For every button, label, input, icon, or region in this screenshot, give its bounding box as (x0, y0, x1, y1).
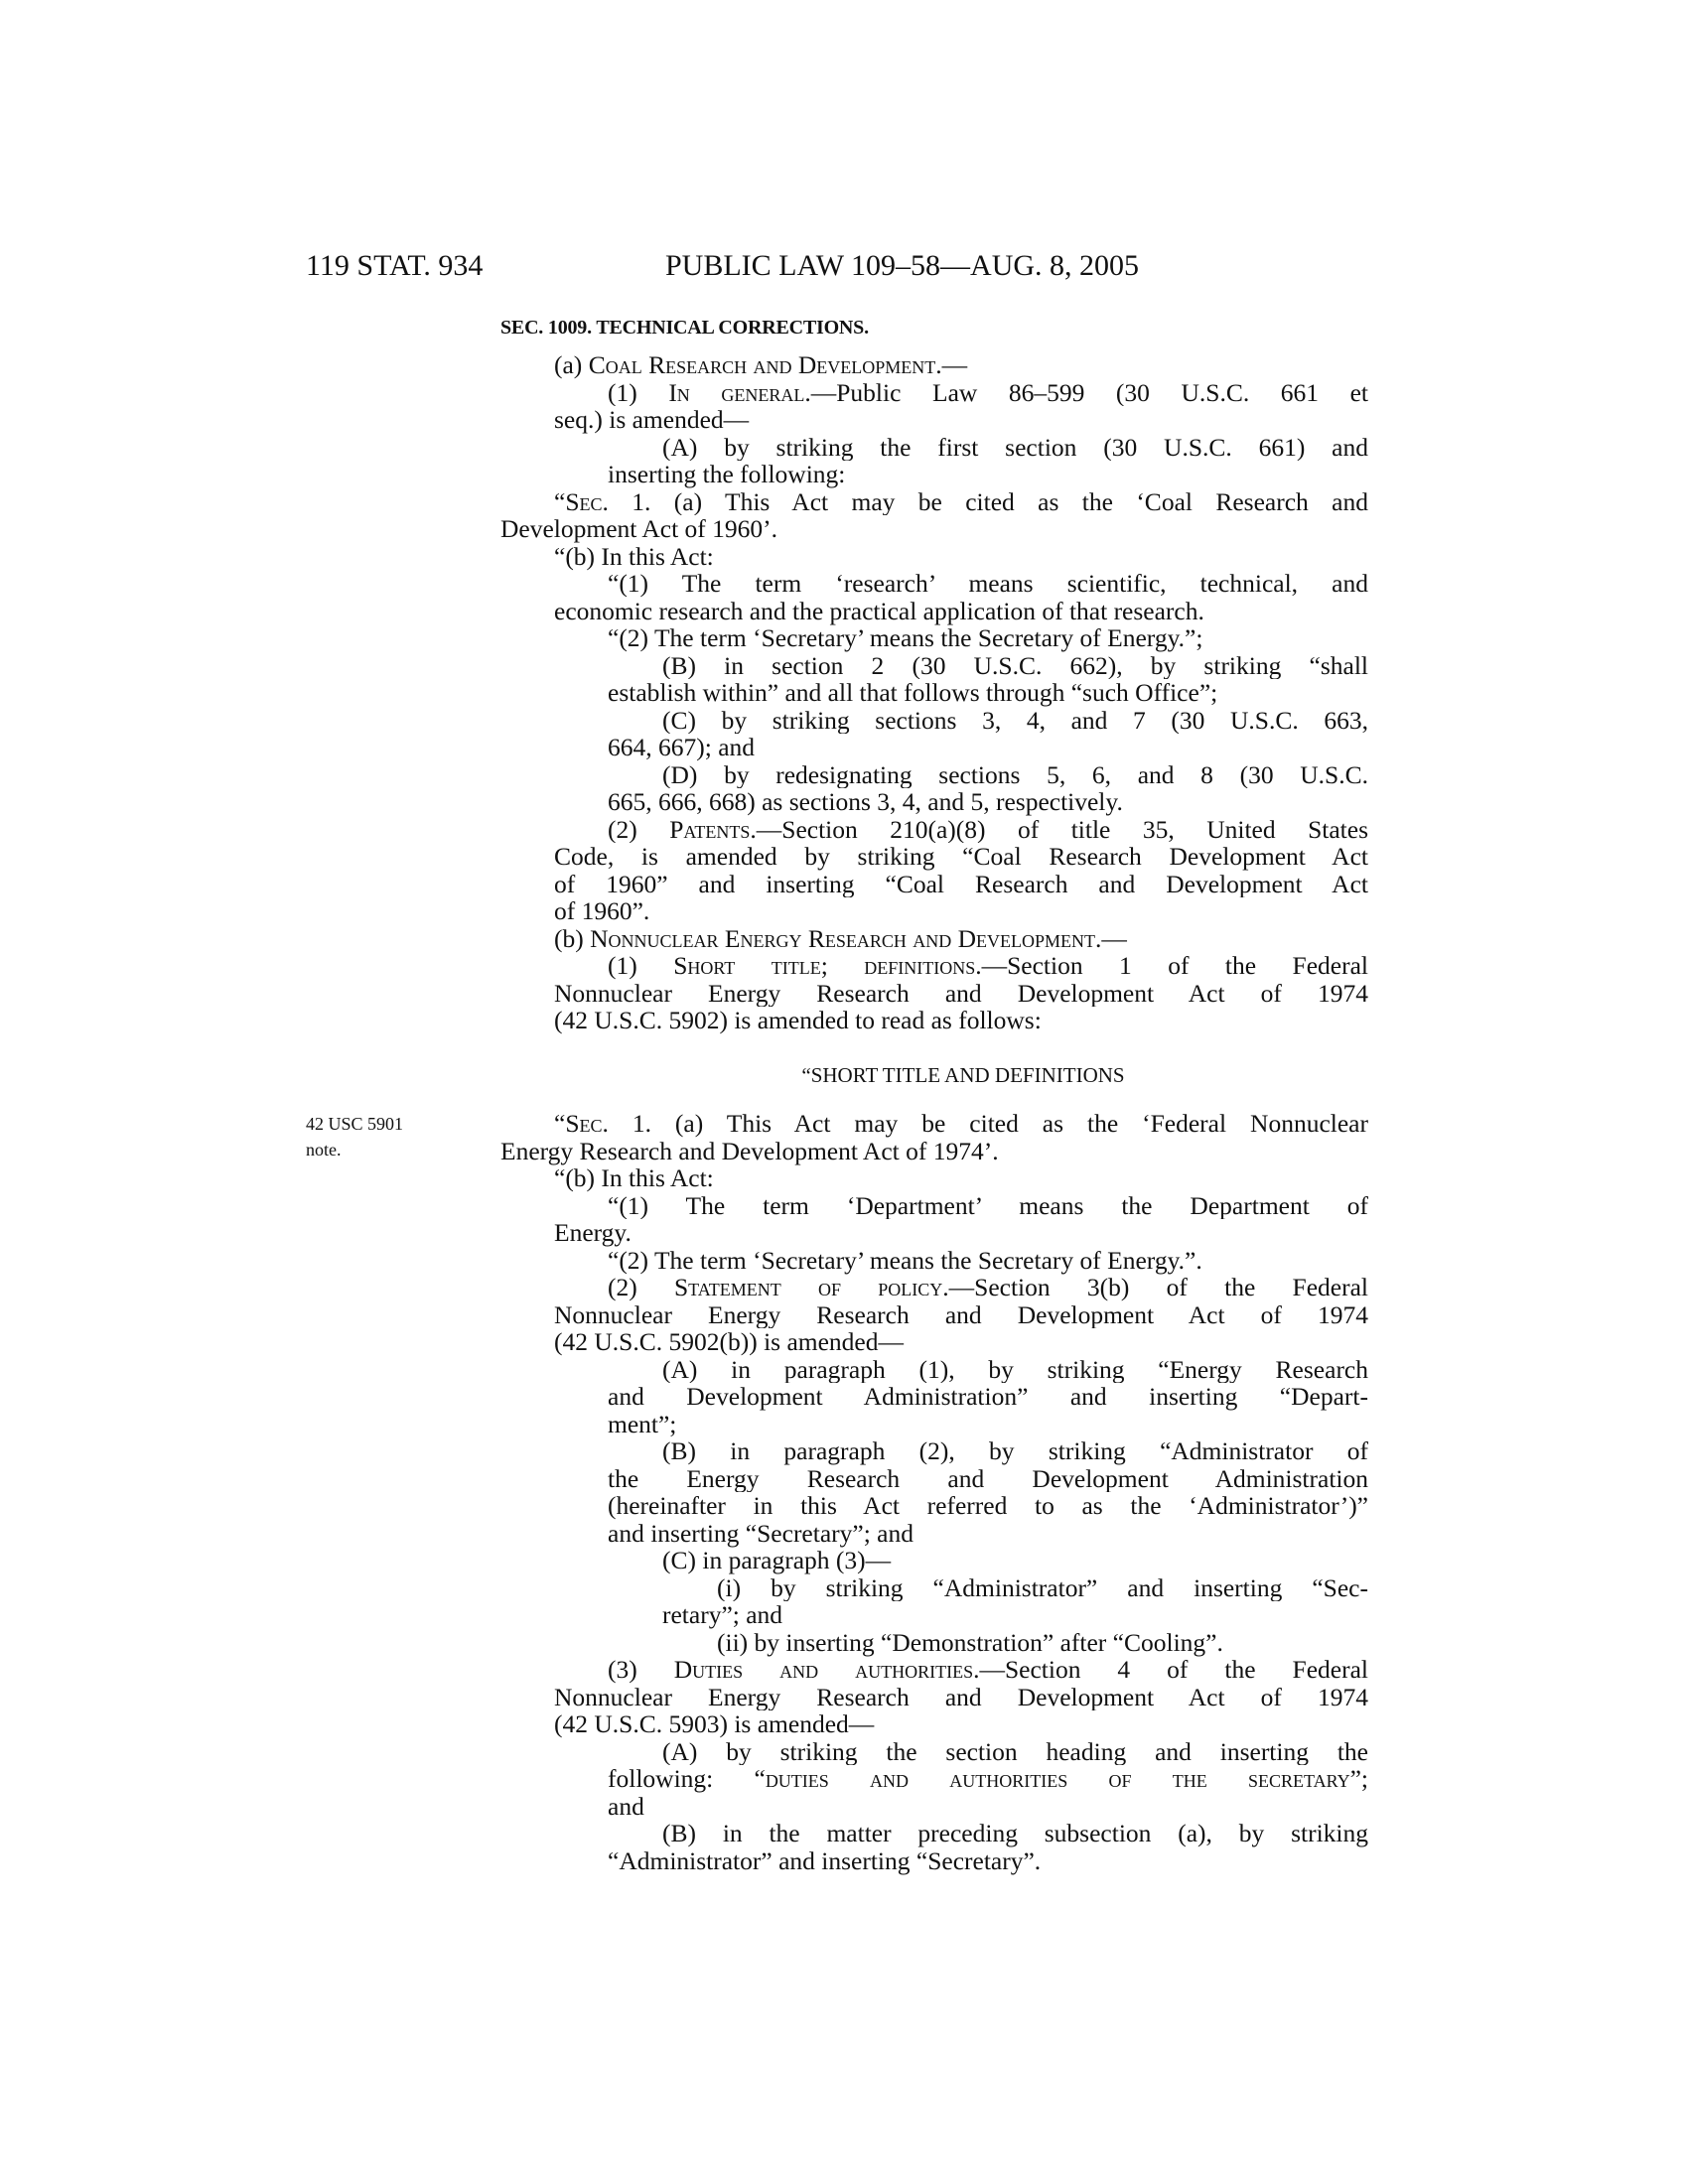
text-segment: .— (935, 350, 968, 379)
text-segment: (42 U.S.C. 5902) is amended to read as follows: (554, 1006, 1042, 1034)
text-line (608, 734, 1368, 761)
text-line (554, 1110, 1368, 1138)
text-segment: and Development Administration” and inserting “Depart- (608, 1383, 1368, 1411)
text-segment: “ (554, 487, 566, 515)
text-segment: of 1960”. (554, 896, 650, 925)
text-line (608, 379, 1368, 407)
small-caps-heading: In general (668, 378, 805, 406)
text-segment: (A) by striking the first section (30 U.S.C. 661) and (662, 433, 1368, 461)
text-segment: .—Section 4 of the Federal (973, 1656, 1368, 1684)
text-line (554, 543, 1368, 571)
text-segment: Code, is amended by striking “Coal Research Development Act (554, 843, 1368, 871)
text-segment: (42 U.S.C. 5902(b)) is amended— (554, 1327, 904, 1356)
text-block-nonnuclear (500, 1110, 1368, 1874)
text-segment: .—Section 210(a)(8) of title 35, United States (750, 815, 1368, 843)
text-block-coal-research (500, 351, 1368, 1034)
text-line (554, 1007, 1368, 1034)
text-segment: and (608, 1791, 644, 1821)
running-header-law: PUBLIC LAW 109–58—AUG. 8, 2005 (665, 249, 1140, 282)
text-line (662, 1820, 1368, 1847)
text-line (554, 980, 1368, 1008)
small-caps-heading: Short title; definitions (673, 952, 976, 980)
text-line (554, 1684, 1368, 1711)
text-segment: (2) (608, 815, 670, 843)
small-caps-heading: Sec (565, 1110, 603, 1138)
text-segment: economic research and the practical application of that research. (554, 596, 1204, 625)
small-caps-heading: Patents (669, 815, 751, 843)
text-segment: Nonnuclear Energy Research and Development Act of 1974 (554, 1300, 1368, 1328)
text-segment: following: “ (608, 1765, 766, 1793)
text-line (608, 788, 1368, 816)
text-line (608, 624, 1368, 652)
text-line (554, 897, 1368, 925)
text-line (608, 1383, 1368, 1411)
text-segment: (a) (554, 350, 589, 379)
text-segment: (B) in the matter preceding subsection (a), by striking (662, 1820, 1368, 1847)
text-line (500, 1138, 1368, 1165)
text-segment: (hereinafter in this Act referred to as the ‘Administrator’)” (608, 1492, 1368, 1520)
text-line (662, 1547, 1368, 1574)
small-caps-heading: Sec (565, 487, 603, 515)
text-segment: establish within” and all that follows through “such Office”; (608, 678, 1218, 707)
text-line (500, 515, 1368, 543)
text-segment: ”; (1349, 1765, 1368, 1793)
text-line (554, 1328, 1368, 1356)
text-line (554, 351, 1368, 379)
text-line (608, 1274, 1368, 1301)
text-segment: “(1) The term ‘research’ means scientific, technical, and (608, 570, 1368, 598)
text-segment: (b) (554, 923, 591, 953)
text-line (608, 1411, 1368, 1438)
small-caps-heading: Duties and authorities (673, 1656, 974, 1684)
text-segment: of 1960” and inserting “Coal Research and Development Act (554, 870, 1368, 897)
text-line (662, 761, 1368, 789)
subheading (0, 1062, 1688, 1088)
text-segment: (B) in section 2 (30 U.S.C. 662), by striking “shall (662, 651, 1368, 679)
text-segment: ment”; (608, 1409, 677, 1438)
text-segment: .—Public Law 86–599 (30 U.S.C. 661 et (804, 378, 1368, 406)
text-line (554, 1710, 1368, 1738)
text-segment: (1) (608, 378, 669, 406)
text-segment: Nonnuclear Energy Research and Development Act of 1974 (554, 1683, 1368, 1710)
text-segment: “(b) In this Act: (554, 1163, 714, 1192)
text-line (662, 434, 1368, 462)
text-segment: (3) (608, 1656, 674, 1684)
small-caps-heading: Nonnuclear Energy Research and Development (590, 923, 1096, 953)
text-line (717, 1629, 1368, 1657)
text-line (554, 843, 1368, 871)
text-segment: (D) by redesignating sections 5, 6, and 8 (30 U.S.C. (662, 760, 1368, 788)
text-line (554, 1164, 1368, 1192)
text-line (608, 816, 1368, 844)
text-segment: .— (1095, 923, 1127, 953)
text-line (608, 461, 1368, 488)
margin-note-suffix: note. (306, 1140, 342, 1160)
text-segment: (B) in paragraph (2), by striking “Administrator of (662, 1437, 1368, 1465)
text-segment: (42 U.S.C. 5903) is amended— (554, 1709, 875, 1738)
text-line (608, 1520, 1368, 1548)
text-segment: “(1) The term ‘Department’ means the Department of (608, 1191, 1368, 1219)
section-heading: SEC. 1009. TECHNICAL CORRECTIONS. (500, 317, 869, 339)
text-segment: the Energy Research and Development Administration (608, 1464, 1368, 1492)
text-segment: seq.) is amended— (554, 405, 750, 434)
text-segment: .—Section 3(b) of the Federal (942, 1274, 1368, 1301)
text-segment: (2) (608, 1274, 674, 1301)
text-segment: inserting the following: (608, 460, 846, 488)
text-segment: Nonnuclear Energy Research and Development Act of 1974 (554, 979, 1368, 1007)
text-line (608, 1793, 1368, 1821)
text-segment: Energy. (554, 1218, 632, 1247)
text-segment: “(2) The term ‘Secretary’ means the Secretary of Energy.”; (608, 623, 1203, 652)
text-segment: .—Section 1 of the Federal (975, 952, 1368, 980)
text-line (608, 1192, 1368, 1220)
text-segment: (C) in paragraph (3)— (662, 1546, 892, 1574)
text-segment: and inserting “Secretary”; and (608, 1518, 914, 1548)
text-line (717, 1574, 1368, 1602)
text-segment: (ii) by inserting “Demonstration” after “Cooling”. (717, 1627, 1223, 1657)
text-segment: retary”; and (662, 1600, 783, 1629)
text-line (608, 570, 1368, 598)
text-line (554, 1219, 1368, 1247)
text-line (608, 1847, 1368, 1875)
text-line (554, 871, 1368, 898)
text-segment: . 1. (a) This Act may be cited as the ‘Coal Research and (602, 487, 1368, 515)
text-line (554, 925, 1368, 953)
text-line (608, 1656, 1368, 1684)
text-segment: (A) by striking the section heading and inserting the (662, 1737, 1368, 1765)
margin-note-citation: 42 USC 5901 (306, 1114, 404, 1134)
text-segment: (C) by striking sections 3, 4, and 7 (30 U.S.C. 663, (662, 706, 1368, 734)
small-caps-heading: duties and authorities of the secretary (765, 1765, 1350, 1793)
text-segment: 664, 667); and (608, 733, 756, 761)
page-number-stat: 119 STAT. 934 (306, 249, 484, 282)
text-line (608, 1247, 1368, 1275)
text-line (608, 1765, 1368, 1793)
text-line (554, 488, 1368, 516)
subheading-text: “SHORT TITLE AND DEFINITIONS (801, 1063, 1125, 1087)
text-segment: Development Act of 1960’. (500, 514, 778, 543)
text-segment: (i) by striking “Administrator” and inserting “Sec- (717, 1573, 1368, 1601)
text-line (554, 598, 1368, 625)
text-segment: (A) in paragraph (1), by striking “Energy Research (662, 1355, 1368, 1383)
text-segment: “Administrator” and inserting “Secretary”. (608, 1845, 1042, 1875)
small-caps-heading: Coal Research and Development (588, 350, 936, 379)
text-line (662, 652, 1368, 680)
text-line (608, 952, 1368, 980)
text-segment: (1) (608, 952, 674, 980)
text-segment: Energy Research and Development Act of 1974’. (500, 1136, 999, 1165)
text-segment: “(2) The term ‘Secretary’ means the Secretary of Energy.”. (608, 1245, 1202, 1275)
text-segment: “(b) In this Act: (554, 541, 714, 571)
text-line (662, 1601, 1368, 1629)
text-line (554, 1301, 1368, 1329)
text-line (662, 707, 1368, 735)
text-segment: 665, 666, 668) as sections 3, 4, and 5, respectively. (608, 787, 1123, 816)
text-line (608, 679, 1368, 707)
text-segment: “ (554, 1110, 566, 1138)
text-line (662, 1738, 1368, 1766)
text-line (662, 1437, 1368, 1465)
text-line (662, 1356, 1368, 1384)
text-line (608, 1465, 1368, 1493)
small-caps-heading: Statement of policy (674, 1274, 943, 1301)
text-segment: . 1. (a) This Act may be cited as the ‘Federal Nonnuclear (602, 1110, 1368, 1138)
text-line (554, 406, 1368, 434)
text-line (608, 1492, 1368, 1520)
